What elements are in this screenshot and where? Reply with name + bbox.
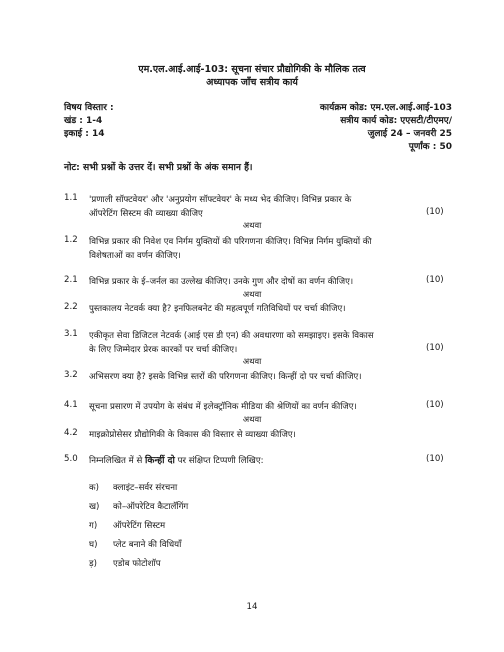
question-text: अभिसरण क्या है? इसके विभिन्न स्तरों की परिगणना कीजिए। किन्हीं दो पर चर्चा कीजिए। (89, 372, 362, 382)
list-item: ऑपरेटिंग सिस्टम (113, 521, 166, 531)
meta-subject: विषय विस्तार : (64, 103, 114, 113)
question-text: माइक्रोप्रोसेसर प्रौद्योगिकी के विकास की विस्तार से व्याख्या कीजिए। (89, 430, 296, 440)
question-number: 5.0 (64, 454, 78, 464)
meta-unit: इकाई : 14 (64, 129, 105, 139)
question-marks: (10) (426, 454, 444, 464)
question-text: 'प्रणाली सॉफ्टवेयर' और 'अनुप्रयोग सॉफ्टवेयर' के मध्य भेद कीजिए। विभिन्न प्रकार के (89, 195, 352, 205)
question-text: एकीकृत सेवा डिजिटल नेटवर्क (आई एस डी एन) की अवधारणा को समझाइए। इसके विकास (89, 331, 374, 341)
question-number: 3.2 (64, 370, 78, 380)
question-text: के लिए जिम्मेदार प्रेरक कारकों पर चर्चा कीजिए। (89, 345, 238, 355)
or-divider: अथवा (242, 220, 262, 230)
meta-programme-code: कार्यक्रम कोड: एम.एल.आई.आई-103 (319, 103, 452, 113)
meta-session: जुलाई 24 – जनवरी 25 (367, 129, 452, 139)
question-text-emphasis: किन्हीं दो (145, 455, 175, 466)
question-text-pre: निम्नलिखित में से (89, 456, 146, 466)
question-text: सूचना प्रसारण में उपयोग के संबंध में इलेक्ट्रॉनिक मीडिया की श्रेणियों का वर्णन कीजिए। (89, 402, 357, 412)
document-subtitle: अध्यापक जाँच सत्रीय कार्य (206, 77, 298, 88)
question-number: 1.1 (64, 193, 78, 203)
question-text: विभिन्न प्रकार के ई–जर्नल का उल्लेख कीजिए। उनके गुण और दोषों का वर्णन कीजिए। (89, 277, 354, 287)
instructions-note: नोट: सभी प्रश्नों के उत्तर दें। सभी प्रश्नों के अंक समान हैं। (64, 162, 253, 173)
question-number: 2.1 (64, 275, 78, 285)
question-text: पुस्तकालय नेटवर्क क्या है? इनफिलबनेट की महत्वपूर्ण गतिविधियों पर चर्चा कीजिए। (89, 304, 346, 314)
question-text: ऑपरेटिंग सिस्टम की व्याख्या कीजिए (89, 209, 203, 219)
question-number: 1.2 (64, 235, 78, 245)
question-number: 4.2 (64, 428, 78, 438)
list-item-label: क) (89, 483, 99, 493)
list-item: क्लाइंट–सर्वर संरचना (113, 483, 178, 493)
question-marks: (10) (426, 343, 444, 353)
list-item-label: ड़) (89, 559, 97, 569)
or-divider: अथवा (242, 414, 262, 424)
list-item-label: ग) (89, 521, 98, 531)
list-item-label: घ) (89, 540, 98, 550)
page-number: 14 (246, 602, 258, 612)
list-item-label: ख) (89, 502, 100, 512)
question-number: 3.1 (64, 329, 78, 339)
meta-assignment-code: सत्रीय कार्य कोड: एएसटी/टीएमए/ (340, 116, 452, 126)
question-number: 2.2 (64, 302, 78, 312)
meta-block: खंड : 1-4 (64, 116, 103, 126)
list-item: प्लेट बनाने की विधियाँ (113, 540, 182, 550)
question-marks: (10) (426, 275, 444, 285)
question-marks: (10) (426, 400, 444, 410)
list-item: एडोब फोटोशॉप (113, 559, 161, 569)
document-title: एम.एल.आई.आई-103: सूचना संचार प्रौद्योगिकी के मौलिक तत्व (138, 64, 366, 75)
or-divider: अथवा (242, 289, 262, 299)
question-text: विशेषताओं का वर्णन कीजिए। (89, 251, 181, 261)
question-marks: (10) (426, 207, 444, 217)
meta-max-marks: पूर्णांक : 50 (408, 142, 452, 152)
question-text (89, 453, 263, 466)
question-text-post: पर संक्षिप्त टिप्पणी लिखिए: (174, 456, 264, 466)
question-number: 4.1 (64, 400, 78, 410)
list-item: को–ऑपरेटिव कैटालॅगिंग (113, 502, 189, 512)
question-text: विभिन्न प्रकार की निवेश एव निर्गम युक्तियों की परिगणना कीजिए। विभिन्न निर्गम युक्तियों की (89, 237, 372, 247)
or-divider: अथवा (242, 356, 262, 366)
